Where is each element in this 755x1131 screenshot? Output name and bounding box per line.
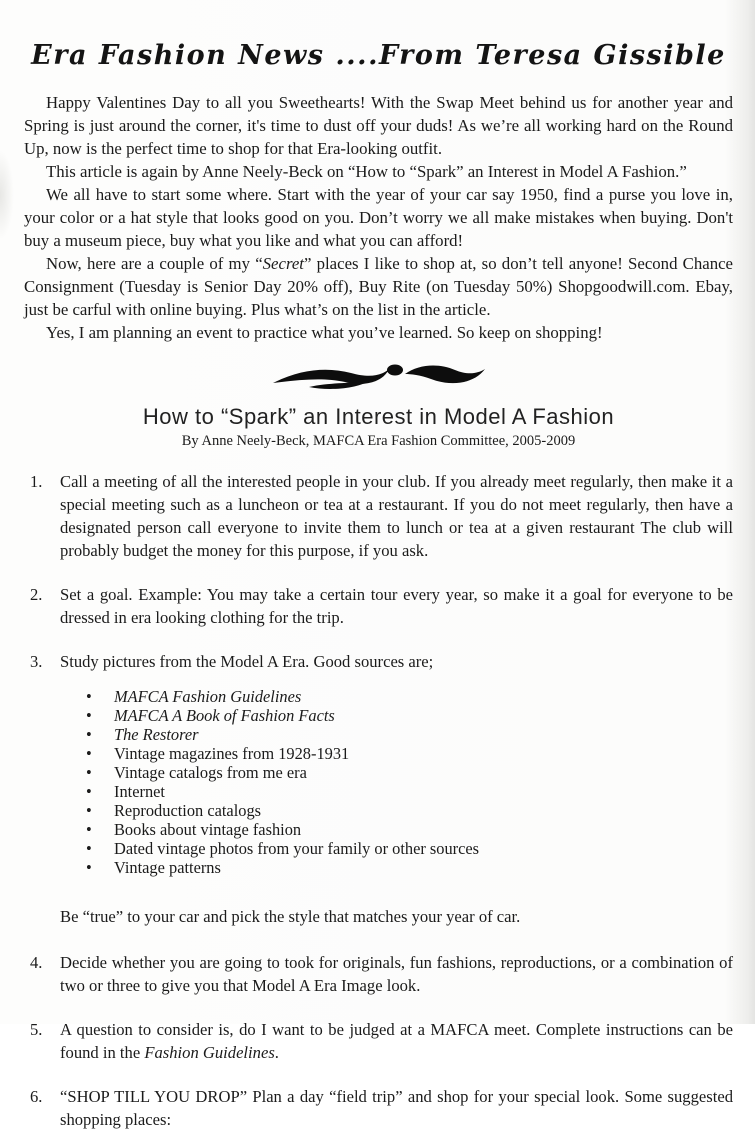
list-item-1: 1. Call a meeting of all the interested people in your club. If you already meet regularly, then make it a special meeting such as a luncheon or tea at a restaurant. If you do not meet regularly, then have a designated person call everyone to invite them to lunch or tea at a given restaurant The club will probably budget the money for this purpose, if you ask. — [30, 472, 733, 560]
source-item: • Internet — [86, 782, 165, 801]
sources-bullet-list — [86, 687, 733, 877]
bullet-icon: • — [86, 839, 92, 858]
item-number: 2. — [30, 585, 43, 604]
intro-paragraph-2: This article is again by Anne Neely-Beck on “How to “Spark” an Interest in Model A Fashion.” — [46, 162, 687, 181]
swash-flourish-icon — [271, 360, 487, 394]
be-true-note: Be “true” to your car and pick the style that matches your year of car. — [60, 907, 521, 926]
item-number: 3. — [30, 652, 43, 671]
intro-section — [24, 91, 733, 344]
bullet-icon: • — [86, 763, 92, 782]
item-number: 4. — [30, 953, 43, 972]
bullet-icon: • — [86, 858, 92, 877]
scan-artifact — [0, 150, 14, 240]
item-number: 6. — [30, 1087, 43, 1106]
divider-ornament — [24, 360, 733, 394]
bullet-icon: • — [86, 706, 92, 725]
list-item-2: 2. Set a goal. Example: You may take a certain tour every year, so make it a goal for everyone to be dressed in era looking clothing for the trip. — [30, 585, 733, 627]
source-item: • MAFCA A Book of Fashion Facts — [86, 706, 335, 725]
article-numbered-list — [24, 470, 733, 1131]
source-item: • Vintage catalogs from me era — [86, 763, 307, 782]
source-item: • Vintage patterns — [86, 858, 221, 877]
item-number: 5. — [30, 1020, 43, 1039]
list-item-5: 5. A question to consider is, do I want to be judged at a MAFCA meet. Complete instructions can be found in the Fashion Guidelines. — [30, 1020, 733, 1062]
secret-emphasis: Secret — [262, 254, 304, 273]
fashion-guidelines-emphasis: Fashion Guidelines — [144, 1043, 275, 1062]
source-item: • Vintage magazines from 1928-1931 — [86, 744, 350, 763]
bullet-icon: • — [86, 725, 92, 744]
bullet-icon: • — [86, 820, 92, 839]
list-item-4: 4. Decide whether you are going to took for originals, fun fashions, reproductions, or a combination of two or three to give you that Model A Era Image look. — [30, 953, 733, 995]
article-byline: By Anne Neely-Beck, MAFCA Era Fashion Committee, 2005-2009 — [181, 433, 576, 449]
bullet-icon: • — [86, 782, 92, 801]
intro-paragraph-5: Yes, I am planning an event to practice what you’ve learned. So keep on shopping! — [46, 323, 603, 342]
bullet-icon: • — [86, 744, 92, 763]
source-item: • Books about vintage fashion — [86, 820, 302, 839]
list-item-6: 6. “SHOP TILL YOU DROP” Plan a day “field trip” and shop for your special look. Some suggested shopping places: — [30, 1087, 733, 1129]
intro-paragraph-1: Happy Valentines Day to all you Sweethearts! With the Swap Meet behind us for another year and Spring is just around the corner, it's time to dust off your duds! As we’re all working hard on the Round Up, now is the perfect time to shop for that Era-looking outfit. — [24, 93, 733, 158]
intro-paragraph-3: We all have to start some where. Start with the year of your car say 1950, find a purse you love in, your color or a hat style that looks good on you. Don’t worry we all make mistakes when buying. Don't buy a museum piece, buy what you like and what you can afford! — [24, 185, 733, 250]
source-item: • Reproduction catalogs — [86, 801, 262, 820]
newsletter-title: Era Fashion News ....From Teresa Gissible — [31, 40, 726, 71]
list-item-3: 3. Study pictures from the Model A Era. Good sources are; — [30, 652, 434, 671]
bullet-icon: • — [86, 687, 92, 706]
item-number: 1. — [30, 472, 43, 491]
bullet-icon: • — [86, 801, 92, 820]
source-item: • Dated vintage photos from your family or other sources — [86, 839, 480, 858]
source-item: • The Restorer — [86, 725, 199, 744]
intro-paragraph-4: Now, here are a couple of my “Secret” places I like to shop at, so don’t tell anyone! Second Chance Consignment (Tuesday is Senior Day 20% off), Buy Rite (on Tuesday 50%) Shopgoodwill.com. Ebay, just be carful with online buying. Plus what’s on the list in the article. — [24, 254, 733, 319]
source-item: • MAFCA Fashion Guidelines — [86, 687, 302, 706]
article-heading: How to “Spark” an Interest in Model A Fashion — [142, 404, 615, 429]
